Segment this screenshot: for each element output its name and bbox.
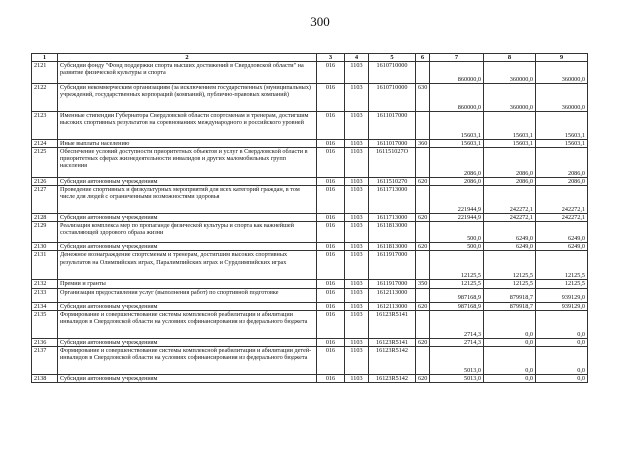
section-cell: 1103 xyxy=(345,310,369,338)
amount-cell: 15603,1 xyxy=(430,112,484,140)
row-number-cell: 2132 xyxy=(32,280,58,288)
table-row xyxy=(32,214,588,222)
header-cell: 4 xyxy=(345,54,369,62)
row-number-cell: 2135 xyxy=(32,310,58,338)
amount-cell: 242272,1 xyxy=(536,186,588,214)
code-cell: 016 xyxy=(317,148,345,178)
row-name-cell: Субсидии автономным учреждениям xyxy=(58,178,317,186)
code-cell: 016 xyxy=(317,186,345,214)
code-cell: 016 xyxy=(317,374,345,382)
table-row xyxy=(32,186,588,214)
section-cell: 1103 xyxy=(345,346,369,374)
header-cell: 8 xyxy=(484,54,536,62)
expense-type-cell xyxy=(416,346,430,374)
row-number-cell: 2138 xyxy=(32,374,58,382)
section-cell: 1103 xyxy=(345,214,369,222)
amount-cell: 12125,5 xyxy=(484,251,536,280)
table-row xyxy=(32,346,588,374)
code-cell: 016 xyxy=(317,84,345,112)
code-cell: 016 xyxy=(317,112,345,140)
expense-type-cell xyxy=(416,186,430,214)
row-number-cell: 2128 xyxy=(32,214,58,222)
amount-cell: 15603,1 xyxy=(536,140,588,148)
header-cell: 2 xyxy=(58,54,317,62)
amount-cell: 360000,0 xyxy=(536,62,588,84)
amount-cell: 0,0 xyxy=(536,346,588,374)
amount-cell: 6249,0 xyxy=(536,222,588,243)
amount-cell: 500,0 xyxy=(430,243,484,251)
row-number-cell: 2133 xyxy=(32,288,58,302)
table-row xyxy=(32,288,588,302)
target-article-cell: 16123R5141 xyxy=(369,310,416,338)
code-cell: 016 xyxy=(317,214,345,222)
target-article-cell: 1611813000 xyxy=(369,222,416,243)
amount-cell: 0,0 xyxy=(484,374,536,382)
amount-cell: 360000,0 xyxy=(484,84,536,112)
amount-cell: 15603,1 xyxy=(536,112,588,140)
section-cell: 1103 xyxy=(345,251,369,280)
row-name-cell: Обеспечение условий доступности приоритетных объектов и услуг в Свердловской области в приоритетных сферах жизнедеятельности инвалидов и других маломобильных групп населения xyxy=(58,148,317,178)
row-name-cell: Субсидии автономным учреждениям xyxy=(58,302,317,310)
amount-cell: 2086,0 xyxy=(430,178,484,186)
table-row xyxy=(32,338,588,346)
target-article-cell: 1611917000 xyxy=(369,280,416,288)
section-cell: 1103 xyxy=(345,84,369,112)
table-row xyxy=(32,178,588,186)
table-row xyxy=(32,310,588,338)
row-number-cell: 2129 xyxy=(32,222,58,243)
target-article-cell: 1611917000 xyxy=(369,251,416,280)
header-cell: 1 xyxy=(32,54,58,62)
expense-type-cell: 620 xyxy=(416,214,430,222)
table-row xyxy=(32,62,588,84)
section-cell: 1103 xyxy=(345,243,369,251)
row-name-cell: Субсидии автономным учреждениям xyxy=(58,243,317,251)
target-article-cell: 1611017000 xyxy=(369,112,416,140)
page-number: 300 xyxy=(310,14,330,29)
amount-cell: 939129,0 xyxy=(536,288,588,302)
table-row xyxy=(32,84,588,112)
code-cell: 016 xyxy=(317,280,345,288)
code-cell: 016 xyxy=(317,178,345,186)
section-cell: 1103 xyxy=(345,186,369,214)
row-name-cell: Субсидии автономным учреждениям xyxy=(58,214,317,222)
row-number-cell: 2136 xyxy=(32,338,58,346)
code-cell: 016 xyxy=(317,140,345,148)
amount-cell: 860000,0 xyxy=(430,84,484,112)
table-row xyxy=(32,243,588,251)
expense-type-cell: 620 xyxy=(416,374,430,382)
table-row xyxy=(32,112,588,140)
amount-cell: 15603,1 xyxy=(484,112,536,140)
amount-cell: 0,0 xyxy=(484,346,536,374)
expense-type-cell: 360 xyxy=(416,140,430,148)
expense-type-cell: 620 xyxy=(416,338,430,346)
amount-cell: 221944,9 xyxy=(430,186,484,214)
row-number-cell: 2131 xyxy=(32,251,58,280)
row-number-cell: 2125 xyxy=(32,148,58,178)
row-name-cell: Иные выплаты населению xyxy=(58,140,317,148)
header-cell: 9 xyxy=(536,54,588,62)
row-name-cell: Реализация комплекса мер по пропаганде физической культуры и спорта как важнейшей составляющей здорового образа жизни xyxy=(58,222,317,243)
amount-cell: 6249,0 xyxy=(484,243,536,251)
section-cell: 1103 xyxy=(345,222,369,243)
target-article-cell: 1611713000 xyxy=(369,214,416,222)
row-number-cell: 2126 xyxy=(32,178,58,186)
expense-type-cell xyxy=(416,62,430,84)
target-article-cell: 1611017000 xyxy=(369,140,416,148)
header-cell: 7 xyxy=(430,54,484,62)
table-row xyxy=(32,251,588,280)
amount-cell: 5013,0 xyxy=(430,346,484,374)
expense-type-cell xyxy=(416,148,430,178)
amount-cell: 2086,0 xyxy=(536,148,588,178)
row-name-cell: Субсидии автономным учреждениям xyxy=(58,374,317,382)
section-cell: 1103 xyxy=(345,140,369,148)
code-cell: 016 xyxy=(317,338,345,346)
amount-cell: 242272,1 xyxy=(484,214,536,222)
amount-cell: 860000,0 xyxy=(430,62,484,84)
target-article-cell: 161151027О xyxy=(369,148,416,178)
header-cell: 5 xyxy=(369,54,416,62)
target-article-cell: 1611713000 xyxy=(369,186,416,214)
amount-cell: 12125,5 xyxy=(536,280,588,288)
section-cell: 1103 xyxy=(345,178,369,186)
amount-cell: 2714,3 xyxy=(430,310,484,338)
amount-cell: 879918,7 xyxy=(484,288,536,302)
row-number-cell: 2123 xyxy=(32,112,58,140)
table-row xyxy=(32,140,588,148)
amount-cell: 500,0 xyxy=(430,222,484,243)
amount-cell: 2714,3 xyxy=(430,338,484,346)
amount-cell: 6249,0 xyxy=(484,222,536,243)
amount-cell: 360000,0 xyxy=(536,84,588,112)
expense-type-cell: 630 xyxy=(416,84,430,112)
code-cell: 016 xyxy=(317,251,345,280)
expense-type-cell xyxy=(416,251,430,280)
table-row xyxy=(32,280,588,288)
section-cell: 1103 xyxy=(345,62,369,84)
amount-cell: 2086,0 xyxy=(484,178,536,186)
amount-cell: 12125,5 xyxy=(430,251,484,280)
row-number-cell: 2121 xyxy=(32,62,58,84)
code-cell: 016 xyxy=(317,288,345,302)
row-number-cell: 2137 xyxy=(32,346,58,374)
amount-cell: 2086,0 xyxy=(484,148,536,178)
expense-type-cell xyxy=(416,288,430,302)
amount-cell: 987168,9 xyxy=(430,288,484,302)
amount-cell: 939129,0 xyxy=(536,302,588,310)
target-article-cell: 1611813000 xyxy=(369,243,416,251)
target-article-cell: 16123R5141 xyxy=(369,338,416,346)
section-cell: 1103 xyxy=(345,374,369,382)
target-article-cell: 16123R5142 xyxy=(369,346,416,374)
code-cell: 016 xyxy=(317,243,345,251)
code-cell: 016 xyxy=(317,62,345,84)
expense-type-cell: 620 xyxy=(416,243,430,251)
target-article-cell: 1611510270 xyxy=(369,178,416,186)
row-number-cell: 2134 xyxy=(32,302,58,310)
section-cell: 1103 xyxy=(345,280,369,288)
code-cell: 016 xyxy=(317,302,345,310)
budget-table xyxy=(31,53,588,383)
row-name-cell: Субсидии фонду "Фонд поддержки спорта высших достижений в Свердловской области" на развитие физической культуры и спорта xyxy=(58,62,317,84)
amount-cell: 0,0 xyxy=(536,374,588,382)
section-cell: 1103 xyxy=(345,112,369,140)
amount-cell: 12125,5 xyxy=(430,280,484,288)
expense-type-cell xyxy=(416,112,430,140)
amount-cell: 12125,5 xyxy=(536,251,588,280)
row-name-cell: Премии и гранты xyxy=(58,280,317,288)
header-cell: 6 xyxy=(416,54,430,62)
header-row xyxy=(32,54,588,62)
amount-cell: 0,0 xyxy=(536,338,588,346)
target-article-cell: 1612113000 xyxy=(369,288,416,302)
section-cell: 1103 xyxy=(345,338,369,346)
expense-type-cell xyxy=(416,222,430,243)
amount-cell: 242272,1 xyxy=(536,214,588,222)
code-cell: 016 xyxy=(317,310,345,338)
row-name-cell: Организация предоставления услуг (выполнения работ) по спортивной подготовке xyxy=(58,288,317,302)
section-cell: 1103 xyxy=(345,288,369,302)
expense-type-cell: 620 xyxy=(416,302,430,310)
row-number-cell: 2127 xyxy=(32,186,58,214)
section-cell: 1103 xyxy=(345,302,369,310)
amount-cell: 221944,9 xyxy=(430,214,484,222)
amount-cell: 5013,0 xyxy=(430,374,484,382)
target-article-cell: 16123R5142 xyxy=(369,374,416,382)
amount-cell: 12125,5 xyxy=(484,280,536,288)
amount-cell: 0,0 xyxy=(484,310,536,338)
table-row xyxy=(32,222,588,243)
amount-cell: 0,0 xyxy=(484,338,536,346)
target-article-cell: 1612113000 xyxy=(369,302,416,310)
amount-cell: 6249,0 xyxy=(536,243,588,251)
row-number-cell: 2122 xyxy=(32,84,58,112)
amount-cell: 879918,7 xyxy=(484,302,536,310)
expense-type-cell: 350 xyxy=(416,280,430,288)
table-row xyxy=(32,148,588,178)
header-cell: 3 xyxy=(317,54,345,62)
row-name-cell: Формирование и совершенствование системы комплексной реабилитации и абилитации детей-инвалидов в Свердловской области на условиях софинансирования из федерального бюджета xyxy=(58,346,317,374)
section-cell: 1103 xyxy=(345,148,369,178)
row-number-cell: 2124 xyxy=(32,140,58,148)
expense-type-cell: 620 xyxy=(416,178,430,186)
amount-cell: 2086,0 xyxy=(536,178,588,186)
expense-type-cell xyxy=(416,310,430,338)
row-name-cell: Субсидии некоммерческим организациям (за исключением государственных (муниципальных) учреждений, государственных корпораций (компаний), публично-правовых компаний) xyxy=(58,84,317,112)
amount-cell: 15603,1 xyxy=(430,140,484,148)
row-name-cell: Проведение спортивных и физкультурных мероприятий для всех категорий граждан, в том числе для людей с ограниченными возможностями здоровья xyxy=(58,186,317,214)
target-article-cell: 1610710000 xyxy=(369,62,416,84)
amount-cell: 360000,0 xyxy=(484,62,536,84)
amount-cell: 2086,0 xyxy=(430,148,484,178)
target-article-cell: 1610710000 xyxy=(369,84,416,112)
amount-cell: 987168,9 xyxy=(430,302,484,310)
amount-cell: 242272,1 xyxy=(484,186,536,214)
amount-cell: 15603,1 xyxy=(484,140,536,148)
row-number-cell: 2130 xyxy=(32,243,58,251)
code-cell: 016 xyxy=(317,346,345,374)
code-cell: 016 xyxy=(317,222,345,243)
row-name-cell: Субсидии автономным учреждениям xyxy=(58,338,317,346)
row-name-cell: Денежное вознаграждение спортсменам и тренерам, достигшим высоких спортивных результатов на Олимпийских играх, Паралимпийских играх и Сурдлимпийских играх xyxy=(58,251,317,280)
amount-cell: 0,0 xyxy=(536,310,588,338)
table-row xyxy=(32,374,588,382)
table-row xyxy=(32,302,588,310)
row-name-cell: Именные стипендии Губернатора Свердловской области спортсменам и тренерам, достигшим высоких спортивных результатов на соревнованиях международного и российского уровней xyxy=(58,112,317,140)
row-name-cell: Формирование и совершенствование системы комплексной реабилитации и абилитации инвалидов в Свердловской области на условиях софинансирования из федерального бюджета xyxy=(58,310,317,338)
